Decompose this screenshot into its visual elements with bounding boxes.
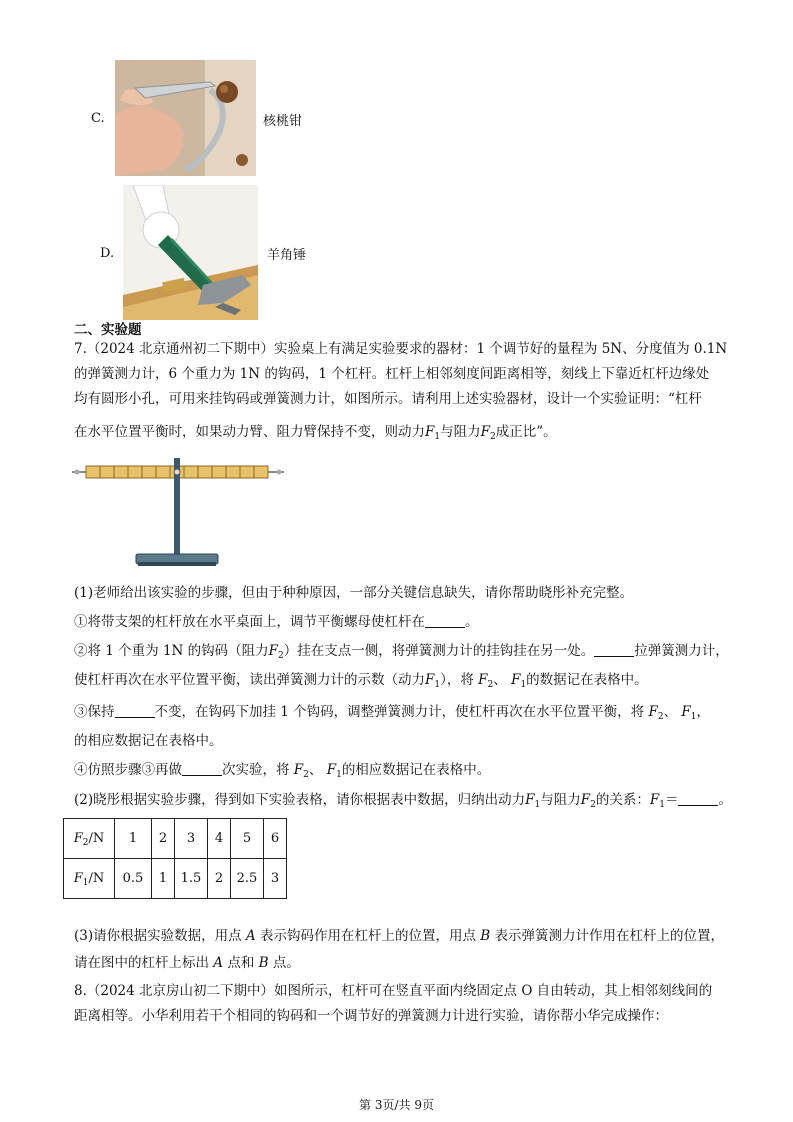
option-c-letter: C.: [91, 111, 105, 126]
step2-line-2: 使杠杆再次在水平位置平衡，读出弹簧测力计的示数（动力$F_1$），将 $F_2$、 $F_1$的数据记在表格中。: [74, 672, 648, 690]
part2: (2)晓彤根据实验步骤，得到如下实验表格，请你根据表中数据，归纳出动力$F_1$与阻力$F_2$的关系：$F_1=$ 。: [74, 792, 732, 810]
step1-blank[interactable]: [425, 613, 465, 628]
nutcracker-photo-icon: [115, 60, 256, 176]
lever-diagram: [70, 458, 290, 578]
part1-intro: (1)老师给出该实验的步骤，但由于种种原因，一部分关键信息缺失，请你帮助晓彤补充完整。: [74, 585, 634, 601]
section-heading: 二、实验题: [74, 322, 142, 338]
step4: ④仿照步骤③再做 次实验，将 $F_2$、 $F_1$的相应数据记在表格中。: [74, 762, 491, 780]
option-d-letter: D.: [100, 246, 115, 261]
step2-line-1: ②将 1 个重为 1N 的钩码（阻力$F_2$）挂在支点一侧，将弹簧测力计的挂钩挂在另一处。 拉弹簧测力计，: [74, 643, 729, 661]
row-header-f2: $F_2/N$: [64, 819, 115, 859]
table-cell: 1.5: [175, 859, 208, 899]
q8-line-1: 8.（2024 北京房山初二下期中）如图所示，杠杆可在竖直平面内绕固定点 O 自由转动，其上相邻刻线间的: [74, 983, 713, 999]
table-cell: 6: [264, 819, 287, 859]
data-table: [63, 818, 287, 899]
step3-line-2: 的相应数据记在表格中。: [74, 733, 223, 749]
q7-line-1: 7.（2024 北京通州初二下期中）实验桌上有满足实验要求的器材：1 个调节好的量程为 5N、分度值为 0.1N: [74, 341, 728, 357]
step2-blank[interactable]: [594, 642, 634, 657]
part3-line-2: 请在图中的杠杆上标出 A 点和 B 点。: [74, 955, 300, 971]
table-cell: 0.5: [115, 859, 152, 899]
table-cell: 3: [175, 819, 208, 859]
claw-hammer-photo-icon: [123, 185, 258, 320]
table-cell: 2: [208, 859, 231, 899]
q7-line-3: 均有圆形小孔，可用来挂钩码或弹簧测力计，如图所示。请利用上述实验器材，设计一个实验证明：“杠杆: [74, 391, 702, 407]
option-d-name: 羊角锤: [267, 248, 307, 263]
table-cell: 1: [115, 819, 152, 859]
table-cell: 2.5: [231, 859, 264, 899]
table-cell: 3: [264, 859, 287, 899]
table-cell: 5: [231, 819, 264, 859]
part2-blank[interactable]: [678, 791, 718, 806]
step1: ①将带支架的杠杆放在水平桌面上，调节平衡螺母使杠杆在 。: [74, 614, 479, 630]
step3-line-1: ③保持 不变，在钩码下加挂 1 个钩码，调整弹簧测力计，使杠杆再次在水平位置平衡，将 $F_2$、 $F_1$，: [74, 704, 710, 722]
part3-line-1: (3)请你根据实验数据，用点 A 表示钩码作用在杠杆上的位置，用点 B 表示弹簧测力计作用在杠杆上的位置，: [74, 928, 724, 944]
table-cell: 4: [208, 819, 231, 859]
table-cell: 1: [152, 859, 175, 899]
q7-line-4: 在水平位置平衡时，如果动力臂、阻力臂保持不变，则动力$F_1$与阻力$F_2$成正比”。: [74, 424, 557, 442]
step3-blank[interactable]: [115, 703, 155, 718]
row-header-f1: $F_1/N$: [64, 859, 115, 899]
table-row: [64, 859, 287, 899]
step4-blank[interactable]: [182, 761, 222, 776]
option-c-name: 核桃钳: [263, 114, 303, 129]
page-footer: 第 3页/共 9页: [359, 1098, 434, 1112]
table-cell: 2: [152, 819, 175, 859]
table-row: [64, 819, 287, 859]
q7-line-2: 的弹簧测力计，6 个重力为 1N 的钩码，1 个杠杆。杠杆上相邻刻度间距离相等，刻线上下靠近杠杆边缘处: [74, 366, 710, 382]
q8-line-2: 距离相等。小华利用若干个相同的钩码和一个调节好的弹簧测力计进行实验，请你帮小华完成操作：: [74, 1008, 668, 1024]
